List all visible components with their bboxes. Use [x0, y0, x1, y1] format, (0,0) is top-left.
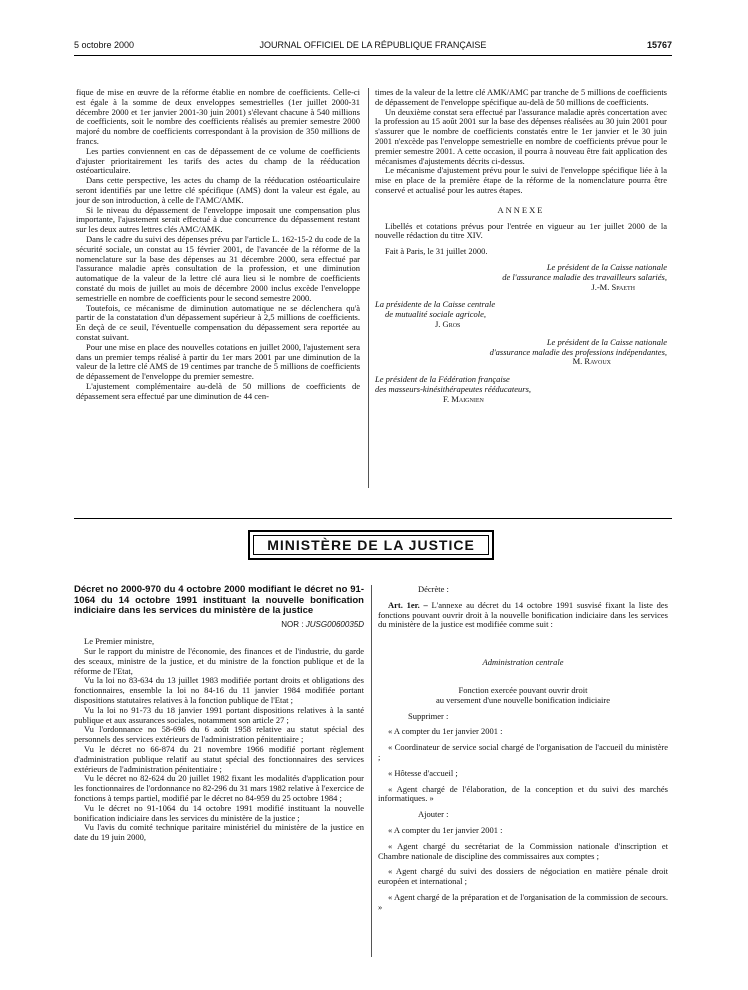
list-item: « Hôtesse d'accueil ;: [388, 767, 458, 778]
column-d: [378, 585, 668, 913]
signature-line: La présidente de la Caisse centrale: [375, 299, 496, 310]
paragraph: Vu la loi no 91-73 du 18 janvier 1991 portant dispositions relatives à la santé publique et aux assurances sociales, notamment son article 27 ;: [74, 704, 364, 725]
page-number: 15767: [646, 40, 672, 50]
signature-line: des masseurs-kinésithérapeutes rééducateurs,: [375, 383, 532, 394]
ajouter-label: Ajouter :: [418, 809, 449, 820]
signature-title: [375, 375, 667, 395]
signature-title: [375, 338, 667, 358]
signatory-name: F. Maignien: [443, 393, 484, 404]
paragraph: Un deuxième constat sera effectué par l'assurance maladie après concertation avec la profession au 15 août 2001 sur la base des dépenses réalisées au 30 juin 2001 pour s'assurer que le nombre de coefficients constatés entre le 1er janvier et le 30 juin 2001 n'excède pas l'enveloppe semestrielle en nombre de coefficients prévue pour le premier semestre 2001. A cette occasion, il pourra à nouveau être fait application des mécanismes d'ajustements décrits ci-dessus.: [375, 106, 667, 166]
paragraph: Si le niveau du dépassement de l'enveloppe imposait une compensation plus importante, l'ajustement serait effectué à due concurrence du dépassement restant sur les deux autres lettres clés AMC/AMK.: [76, 204, 360, 235]
nor-label: NOR :: [281, 619, 304, 629]
decrete: Décrète :: [418, 584, 449, 594]
paragraph: Le mécanisme d'ajustement prévu pour le suivi de l'enveloppe spécifique liée à la mise en place de la première étape de la réforme de la nomenclature pourra être conservé et actualisé pour les autres étapes.: [375, 165, 667, 195]
journal-title: JOURNAL OFFICIEL DE LA RÉPUBLIQUE FRANÇAISE: [259, 40, 487, 50]
signing-place-date: Fait à Paris, le 31 juillet 2000.: [385, 246, 488, 257]
list-item: « A compter du 1er janvier 2001 :: [388, 824, 503, 835]
annexe-text: Libellés et cotations prévus pour l'entrée en vigueur au 1er juillet 2000 de la nouvelle rédaction du titre XIV.: [375, 220, 667, 241]
administration-heading: Administration centrale: [482, 657, 564, 668]
nor-value: JUSG0060035D: [305, 619, 364, 629]
signature-line: Le président de la Caisse nationale: [546, 336, 667, 347]
page-header: [74, 40, 672, 54]
nor-reference: [74, 620, 364, 630]
supprimer-label: Supprimer :: [408, 710, 449, 721]
paragraph: Dans le cadre du suivi des dépenses prévu par l'article L. 162-15-2 du code de la sécurité sociale, un constat au 15 février 2001, de l'avancée de la réforme de la nomenclature sur la base des dépenses au 31 décembre 2000, sera effectué par l'assurance maladie après consultation de la profession, et une diminution automatique de la valeur de la lettre clé aura lieu si le nombre de coefficients constaté du mois de juillet au mois de décembre 2000 inclus excède l'enveloppe semestrielle en nombre de coefficients pour le second semestre 2000.: [76, 233, 360, 303]
paragraph: Dans cette perspective, les actes du champ de la rééducation ostéoarticulaire seront identifiés par une lettre clé spécifique (AMS) dont la valeur est égale, au jour de son introduction, à celle de l'AMC/AMK.: [76, 175, 360, 205]
list-item: « Agent chargé du suivi des dossiers de négociation en matière pénale droit européen et international ;: [378, 866, 668, 887]
column-divider: [371, 585, 372, 957]
column-b: [375, 88, 667, 405]
list-item: « Agent chargé du secrétariat de la Commission nationale d'inscription et Chambre nationale de discipline des commissaires aux comptes ;: [378, 840, 668, 861]
article-1: [378, 601, 668, 630]
signature-line: de l'assurance maladie des travailleurs salariés,: [502, 271, 667, 282]
signature-title: [375, 300, 667, 320]
ministry-heading-box: [248, 530, 494, 560]
header-date: 5 octobre 2000: [74, 40, 135, 50]
column-a: [76, 88, 360, 402]
column-divider: [368, 88, 369, 488]
article-label: Art. 1er. –: [388, 599, 428, 610]
list-item: « Coordinateur de service social chargé de l'organisation de l'accueil du ministère ;: [378, 742, 668, 762]
paragraph: Vu le décret no 82-624 du 20 juillet 1982 fixant les modalités d'application pour les fonctionnaires de l'ordonnance no 82-296 du 31 mars 1982 relative à l'exercice de fonctions à temps partiel, modifié par le décret no 84-959 du 25 octobre 1984 ;: [74, 773, 364, 804]
paragraph: Vu l'avis du comité technique paritaire ministériel du ministère de la justice en date du 19 juin 2000,: [74, 822, 364, 843]
paragraph: L'ajustement complémentaire au-delà de 50 millions de coefficients de dépassement sera effectué par une diminution de 44 cen-: [76, 380, 360, 401]
paragraph: Le Premier ministre,: [84, 636, 155, 647]
paragraph: Les parties conviennent en cas de dépassement de ce volume de coefficients d'ajuster prioritairement les tarifs des actes du champ de la rééducation ostéoarticulaire.: [76, 145, 360, 176]
decree-title: Décret no 2000-970 du 4 octobre 2000 modifiant le décret no 91-1064 du 14 octobre 1991 instituant la nouvelle bonification indiciaire dans les services du ministère de la justice: [74, 584, 364, 616]
signature-line: d'assurance maladie des professions indépendantes,: [489, 346, 667, 357]
paragraph: Toutefois, ce mécanisme de diminution automatique ne se déclenchera qu'à partir de la constatation d'un dépassement supérieur à 2,5 millions de coefficients. En deçà de ce seuil, l'éventuelle compensation du dépassement sera reportée au constat suivant.: [76, 302, 360, 342]
paragraph: times de la valeur de la lettre clé AMK/AMC par tranche de 5 millions de coefficients de dépassement de l'enveloppe spécifique au-delà de 50 millions de coefficients.: [375, 87, 667, 107]
signature-title: [375, 263, 667, 283]
header-rule: [74, 55, 672, 56]
signature-line: de mutualité sociale agricole,: [385, 309, 487, 320]
paragraph: Sur le rapport du ministre de l'économie, des finances et de l'industrie, du garde des sceaux, ministre de la justice, et du ministre de la fonction publique et de la réforme de l'Etat,: [74, 646, 364, 676]
list-item: « Agent chargé de l'élaboration, de la conception et du suivi des marchés informatiques. »: [378, 783, 668, 804]
paragraph: Vu le décret no 91-1064 du 14 octobre 1991 modifié instituant la nouvelle bonification indiciaire dans les services du ministère de la justice ;: [74, 802, 364, 823]
list-item: « A compter du 1er janvier 2001 :: [388, 726, 503, 737]
section-rule: [74, 518, 672, 519]
article-text: L'annexe au décret du 14 octobre 1991 susvisé fixant la liste des fonctions pouvant ouvrir droit à la nouvelle bonification indiciaire dans les services du ministère de la justice est modifiée comme suit :: [378, 599, 668, 630]
signatory-name: J.-M. Spaeth: [591, 281, 635, 292]
paragraph: Pour une mise en place des nouvelles cotations en juillet 2000, l'ajustement sera dans un premier temps réalisé à partir du 1er mars 2001 par une diminution de la valeur de la lettre clé AMS de 19 centimes par tranche de 5 millions de coefficients de dépassement de l'enveloppe du premier semestre.: [76, 341, 360, 382]
ministry-heading: MINISTÈRE DE LA JUSTICE: [267, 537, 475, 553]
signatory-name: M. Ravoux: [572, 356, 611, 367]
paragraph: Vu la loi no 83-634 du 13 juillet 1983 modifiée portant droits et obligations des fonctionnaires, ensemble la loi no 84-16 du 11 janvier 1984 modifiée portant dispositions statutaires relatives à la fonction publique de l'Etat ;: [74, 675, 364, 706]
signature-line: Le président de la Fédération française: [375, 374, 510, 385]
fonction-heading-line1: Fonction exercée pouvant ouvrir droit: [458, 684, 588, 695]
column-c: [74, 585, 364, 843]
paragraph: Vu l'ordonnance no 58-696 du 6 août 1958 relative au statut spécial des personnels des services extérieurs de l'administration pénitentiaire ;: [74, 724, 364, 745]
list-item: « Agent chargé de la préparation et de l'organisation de la commission de secours. »: [378, 891, 668, 912]
paragraph: fique de mise en œuvre de la réforme établie en nombre de coefficients. Celle-ci est égale à la somme de deux enveloppes semestrielles (1er juillet 2000-31 décembre 2000 et 1er janvier 2001-30 juin 2001) s'élevant chacune à 540 millions de coefficients, soit le nombre des coefficients réalisés au premier semestre 2000 majoré du nombre de coefficients correspondant à la provision de 350 millions de francs.: [76, 87, 360, 146]
fonction-heading-line2: au versement d'une nouvelle bonification indiciaire: [435, 694, 611, 705]
signature-line: Le président de la Caisse nationale: [546, 261, 667, 272]
annexe-title: ANNEXE: [497, 204, 545, 215]
paragraph: Vu le décret no 66-874 du 21 novembre 1966 modifié portant règlement d'administration publique relatif au statut spécial des fonctionnaires des services extérieurs de l'administration pénitentiaire ;: [74, 744, 364, 774]
signatory-name: J. Gros: [435, 318, 461, 329]
